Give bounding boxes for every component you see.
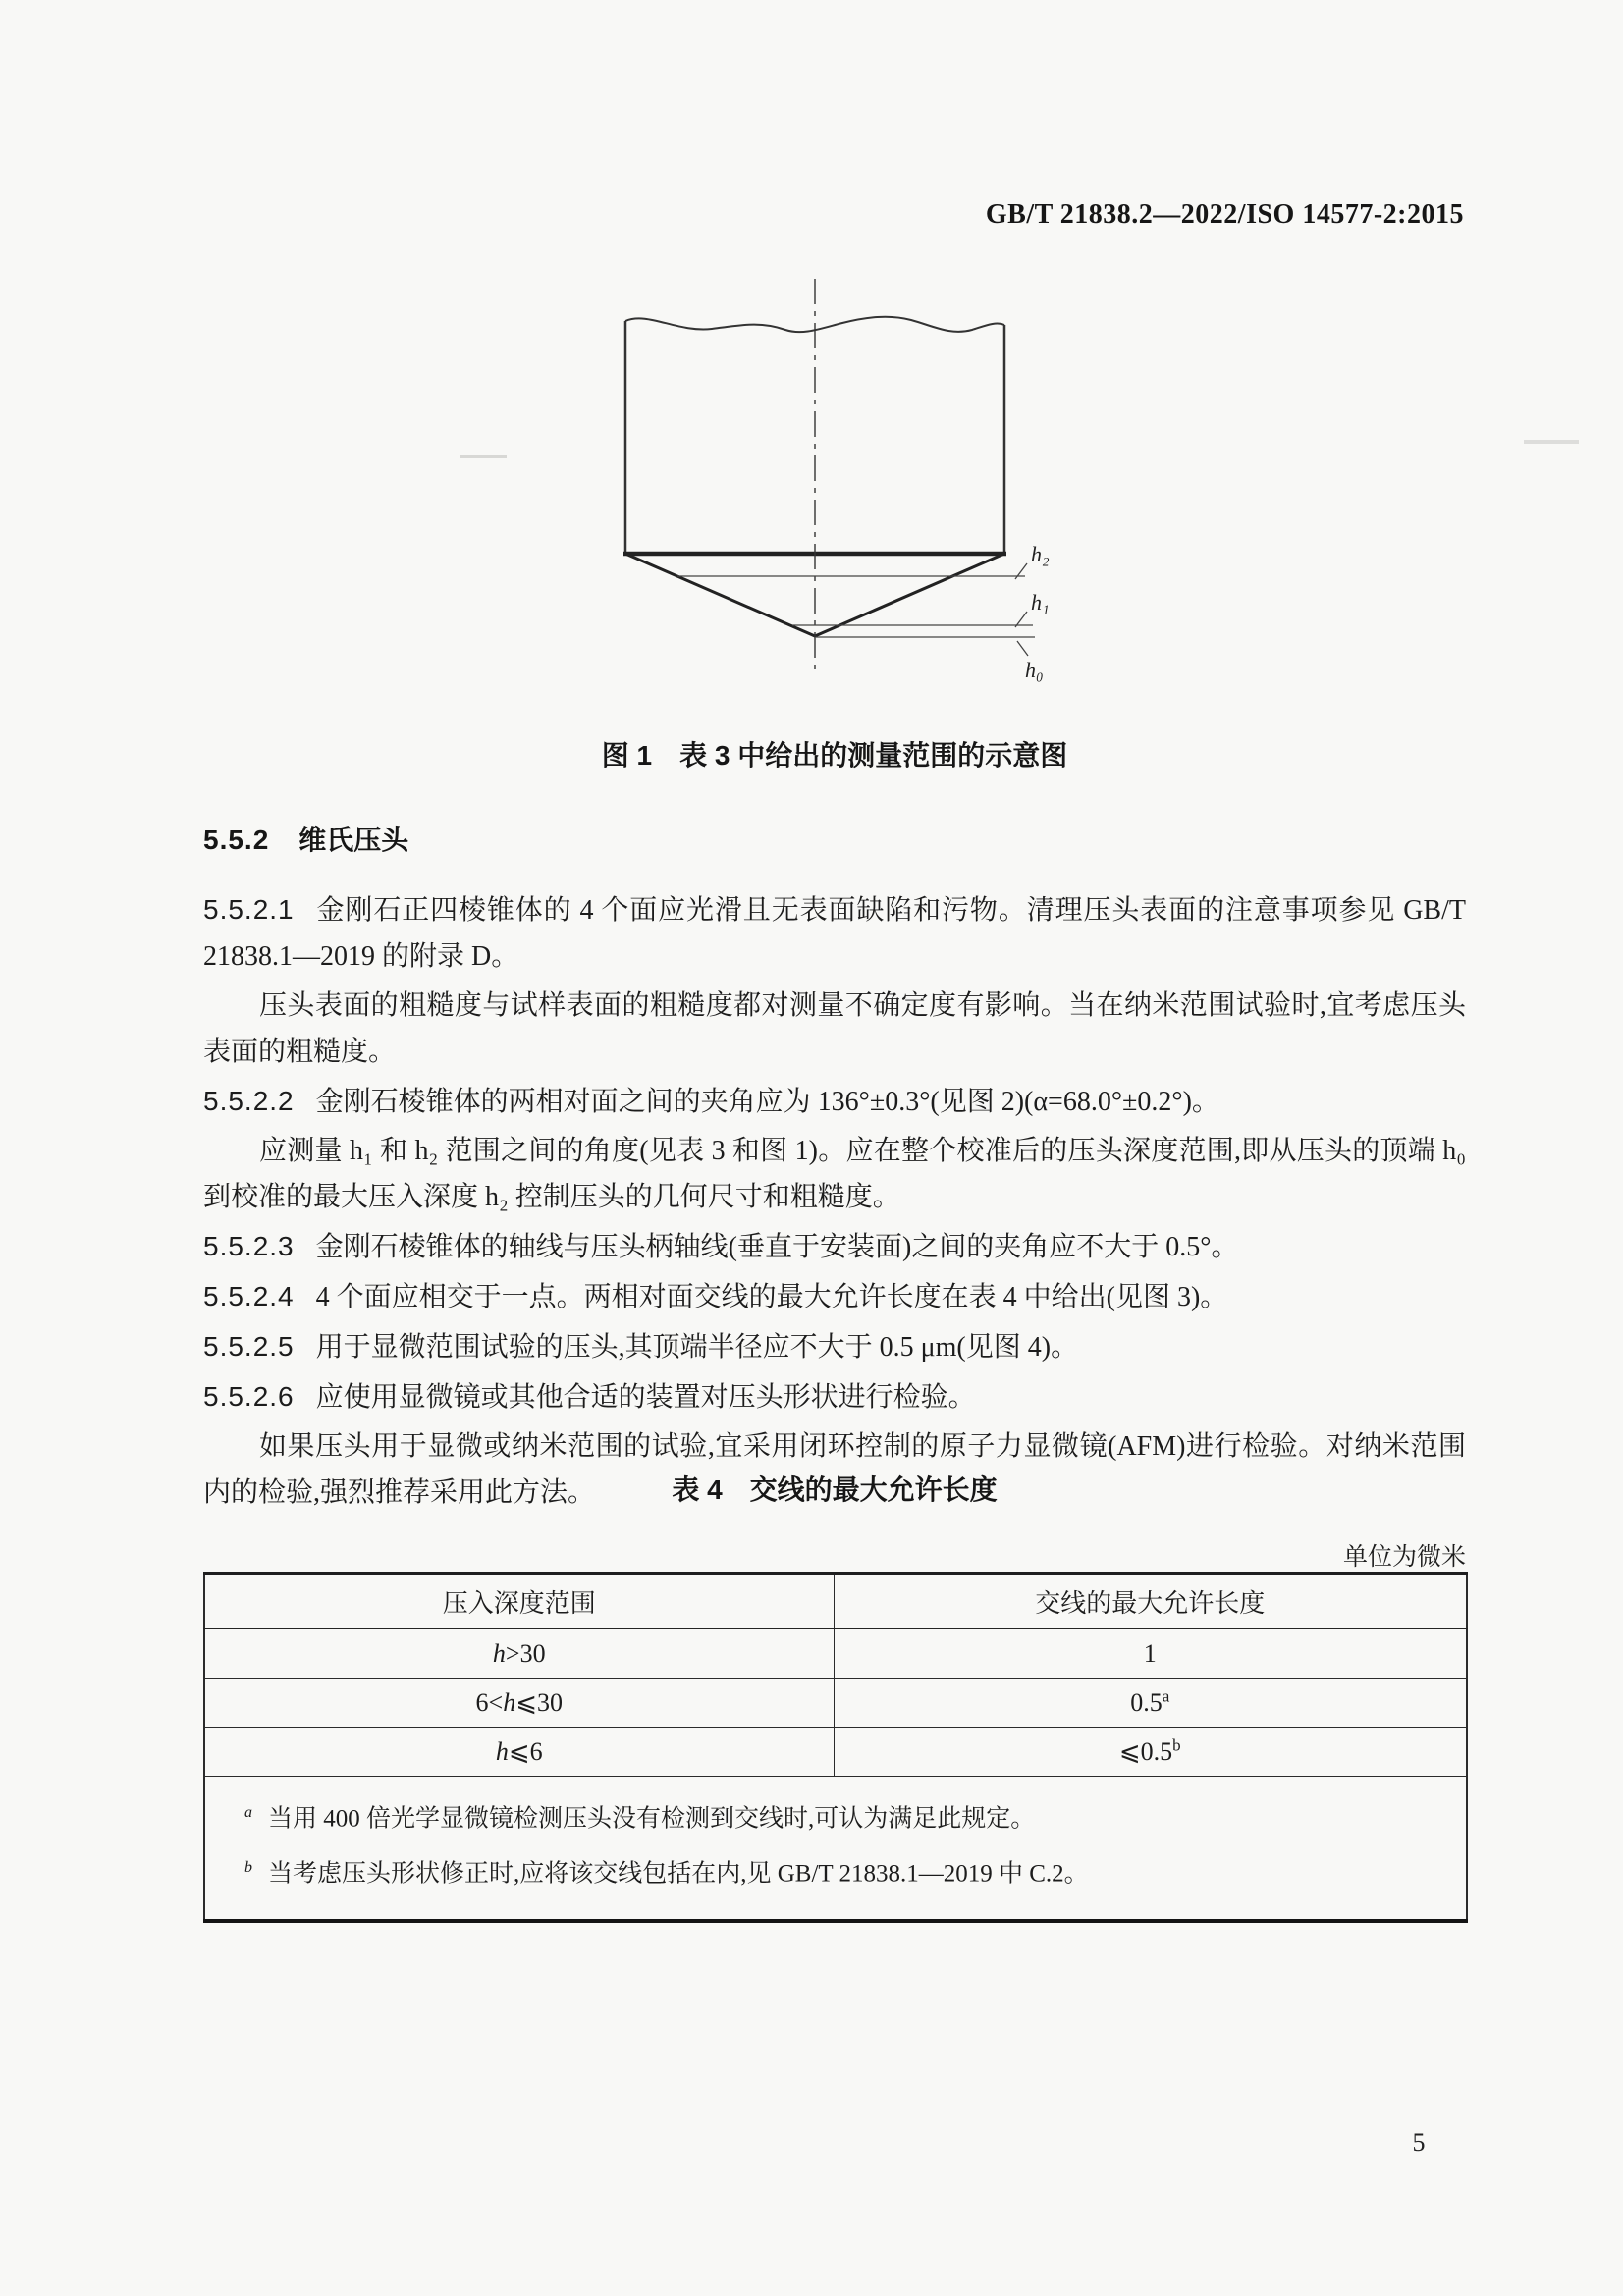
column-header-depth-range: 压入深度范围 bbox=[204, 1574, 834, 1629]
section-heading-5-5-2 bbox=[203, 821, 1466, 860]
indenter-body bbox=[623, 279, 1035, 671]
table-footnotes-cell bbox=[204, 1777, 1467, 1921]
h2-label: h₂ bbox=[1031, 542, 1050, 566]
range-variable: h bbox=[503, 1687, 516, 1717]
table-4-max-line-length bbox=[203, 1572, 1468, 1923]
document-header: GB/T 21838.2—2022/ISO 14577-2:2015 bbox=[985, 199, 1464, 230]
figure-1-caption bbox=[203, 734, 1466, 774]
scan-artifact-dash bbox=[1524, 440, 1579, 444]
tip-left-face bbox=[625, 554, 815, 636]
paragraph-text: 应测量 h₁ 和 h₂ 范围之间的角度(见表 3 和图 1)。应在整个校准后的压头深度范围,即从压头的顶端 h₀ 到校准的最大压入深度 h₂ 控制压头的几何尺寸和粗糙度。 bbox=[203, 1136, 1466, 1212]
paragraph-roughness-note bbox=[203, 983, 1466, 1075]
paragraph-text: 应使用显微镜或其他合适的装置对压头形状进行检验。 bbox=[315, 1382, 976, 1413]
footnote-b bbox=[244, 1851, 1446, 1891]
cell-depth-range bbox=[204, 1629, 834, 1679]
value-text: ⩽0.5 bbox=[1118, 1736, 1173, 1766]
clause-number: 5.5.2.3 bbox=[203, 1231, 295, 1261]
cell-max-length bbox=[834, 1679, 1467, 1728]
footnote-a bbox=[244, 1796, 1446, 1836]
footnote-text: 当考虑压头形状修正时,应将该交线包括在内,见 GB/T 21838.1—2019 中 C.2。 bbox=[268, 1860, 1089, 1888]
column-header-max-length: 交线的最大允许长度 bbox=[834, 1574, 1467, 1629]
table-row bbox=[204, 1629, 1467, 1679]
range-suffix: ⩽6 bbox=[508, 1736, 543, 1766]
paragraph-5-5-2-3 bbox=[203, 1223, 1466, 1270]
figure-caption-text: 表 3 中给出的测量范围的示意图 bbox=[679, 740, 1068, 771]
clause-number: 5.5.2.2 bbox=[203, 1086, 295, 1116]
paragraph-text: 用于显微范围试验的压头,其顶端半径应不大于 0.5 μm(见图 4)。 bbox=[315, 1332, 1079, 1362]
tip-right-face bbox=[815, 554, 1004, 636]
table-header-row bbox=[204, 1574, 1467, 1629]
paragraph-text: 如果压头用于显微或纳米范围的试验,宜采用闭环控制的原子力显微镜(AFM)进行检验。对纳米范围内的检验,强烈推荐采用此方法。 bbox=[203, 1431, 1466, 1508]
table-title-text: 交线的最大允许长度 bbox=[749, 1474, 998, 1505]
table-4-title bbox=[203, 1468, 1466, 1508]
range-prefix: 6< bbox=[475, 1687, 504, 1717]
h0-leader-tick bbox=[1017, 641, 1028, 656]
cell-depth-range bbox=[204, 1728, 834, 1777]
range-variable: h bbox=[492, 1638, 506, 1668]
page-number: 5 bbox=[1412, 2128, 1426, 2157]
clause-number: 5.5.2.6 bbox=[203, 1381, 295, 1412]
section-number: 5.5.2 bbox=[203, 825, 270, 855]
footnote-text: 当用 400 倍光学显微镜检测压头没有检测到交线时,可认为满足此规定。 bbox=[268, 1805, 1036, 1833]
table-row bbox=[204, 1679, 1467, 1728]
depth-labels bbox=[1025, 542, 1050, 682]
range-variable: h bbox=[495, 1736, 509, 1766]
h0-label: h₀ bbox=[1025, 658, 1044, 682]
paragraph-text: 金刚石正四棱锥体的 4 个面应光滑且无表面缺陷和污物。清理压头表面的注意事项参见 GB/T 21838.1—2019 的附录 D。 bbox=[203, 895, 1466, 972]
paragraph-5-5-2-2 bbox=[203, 1078, 1466, 1125]
value-text: 1 bbox=[1143, 1638, 1157, 1668]
range-suffix: >30 bbox=[505, 1638, 546, 1668]
paragraph-text: 压头表面的粗糙度与试样表面的粗糙度都对测量不确定度有影响。当在纳米范围试验时,宜考虑压头表面的粗糙度。 bbox=[203, 990, 1466, 1067]
value-superscript: b bbox=[1172, 1735, 1181, 1754]
paragraph-text: 金刚石棱锥体的轴线与压头柄轴线(垂直于安装面)之间的夹角应不大于 0.5°。 bbox=[315, 1232, 1239, 1262]
table-unit-note: 单位为微米 bbox=[1342, 1544, 1466, 1571]
paragraph-text: 4 个面应相交于一点。两相对面交线的最大允许长度在表 4 中给出(见图 3)。 bbox=[315, 1282, 1228, 1312]
footnote-marker: b bbox=[244, 1859, 252, 1877]
body-text bbox=[203, 821, 1466, 1519]
paragraph-5-5-2-4 bbox=[203, 1273, 1466, 1320]
table-title-label: 表 4 bbox=[672, 1474, 723, 1505]
cell-max-length bbox=[834, 1629, 1467, 1679]
paragraph-text: 金刚石棱锥体的两相对面之间的夹角应为 136°±0.3°(见图 2)(α=68.0°±0.2°)。 bbox=[315, 1087, 1219, 1117]
figure-caption-label: 图 1 bbox=[601, 740, 653, 771]
table-row bbox=[204, 1728, 1467, 1777]
h1-label: h₁ bbox=[1031, 590, 1050, 614]
clause-number: 5.5.2.1 bbox=[203, 894, 295, 925]
clause-number: 5.5.2.4 bbox=[203, 1281, 295, 1311]
footnote-marker: a bbox=[244, 1804, 252, 1821]
paragraph-5-5-2-1 bbox=[203, 886, 1466, 980]
paragraph-angle-measure-note bbox=[203, 1128, 1466, 1220]
section-title: 维氏压头 bbox=[298, 825, 409, 855]
cell-depth-range bbox=[204, 1679, 834, 1728]
range-suffix: ⩽30 bbox=[515, 1687, 563, 1717]
paragraph-5-5-2-5 bbox=[203, 1323, 1466, 1370]
figure-1-indenter-diagram bbox=[422, 253, 1109, 695]
value-text: 0.5 bbox=[1130, 1687, 1163, 1717]
paragraph-5-5-2-6 bbox=[203, 1373, 1466, 1420]
clause-number: 5.5.2.5 bbox=[203, 1331, 295, 1362]
table-footnotes-row bbox=[204, 1777, 1467, 1921]
value-superscript: a bbox=[1162, 1685, 1170, 1705]
cell-max-length bbox=[834, 1728, 1467, 1777]
